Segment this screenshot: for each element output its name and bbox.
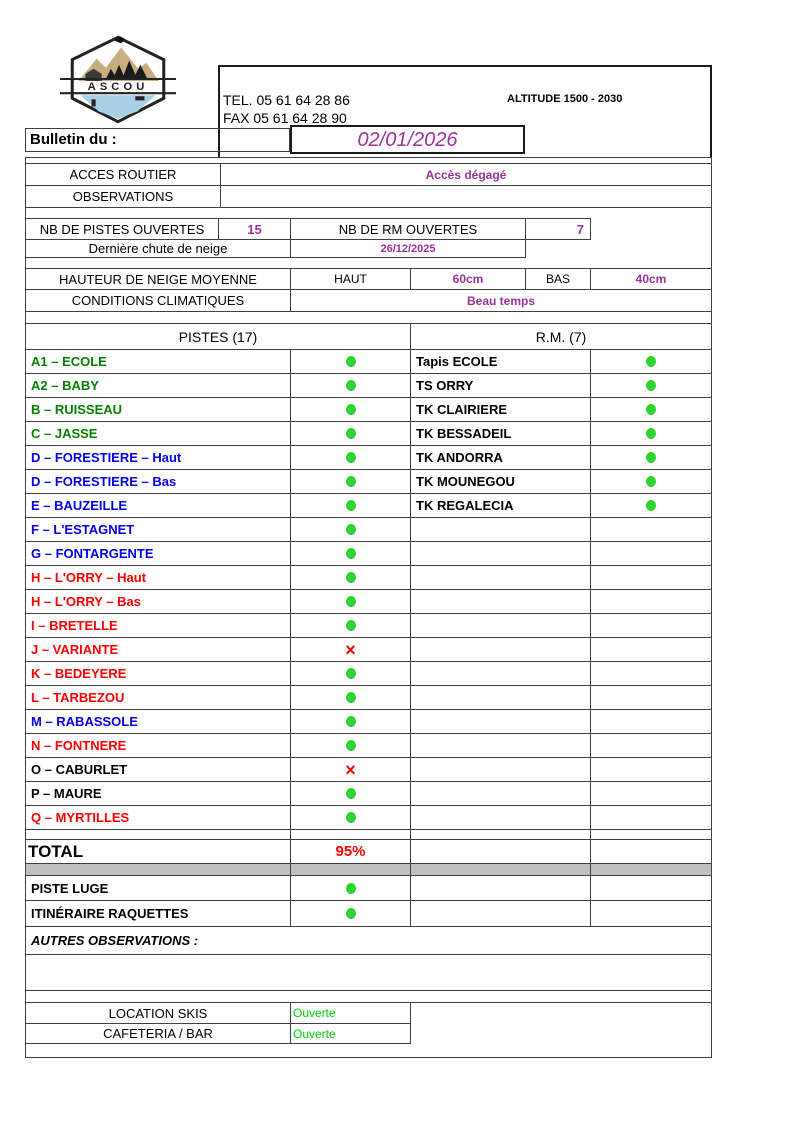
sledding-row (26, 876, 711, 901)
rm-status (591, 710, 711, 733)
open-status-icon (346, 356, 356, 367)
open-status-icon (346, 716, 356, 727)
last-snowfall-row (26, 240, 711, 258)
rm-status (591, 494, 711, 517)
observations-row (26, 186, 711, 208)
table-row (26, 782, 711, 806)
main-table (25, 157, 712, 1058)
piste-status (291, 638, 411, 661)
piste-name: E – BAUZEILLE (26, 494, 291, 517)
gray-divider-row (26, 864, 711, 876)
open-status-icon (346, 788, 356, 799)
rm-status (591, 398, 711, 421)
observations-value (221, 186, 711, 207)
table-row (26, 710, 711, 734)
rm-status (591, 422, 711, 445)
table-row (26, 614, 711, 638)
total-label: TOTAL (26, 840, 291, 863)
haut-value: 60cm (411, 269, 526, 289)
piste-status (291, 566, 411, 589)
piste-status (291, 518, 411, 541)
snowshoe-status (291, 901, 411, 926)
piste-status (291, 782, 411, 805)
tel-line: TEL. 05 61 64 28 86 (223, 92, 350, 108)
snow-height-label: HAUTEUR DE NEIGE MOYENNE (26, 269, 291, 289)
rm-name (411, 614, 591, 637)
table-row (26, 590, 711, 614)
rm-name: TS ORRY (411, 374, 591, 397)
piste-name: H – L'ORRY – Bas (26, 590, 291, 613)
sledding-status (291, 876, 411, 900)
last-snowfall-label: Dernière chute de neige (26, 240, 291, 258)
cafeteria-value: Ouverte (291, 1024, 411, 1044)
open-status-icon (646, 380, 656, 391)
piste-status (291, 662, 411, 685)
rm-status (591, 470, 711, 493)
piste-name: Q – MYRTILLES (26, 806, 291, 829)
open-status-icon (346, 500, 356, 511)
rm-status (591, 542, 711, 565)
piste-status (291, 614, 411, 637)
rm-name (411, 806, 591, 829)
piste-name: F – L'ESTAGNET (26, 518, 291, 541)
rm-status (591, 662, 711, 685)
open-status-icon (346, 572, 356, 583)
total-value: 95% (291, 840, 411, 863)
piste-name: B – RUISSEAU (26, 398, 291, 421)
table-row (26, 446, 711, 470)
rm-status (591, 758, 711, 781)
open-status-icon (346, 620, 356, 631)
open-status-icon (346, 524, 356, 535)
cafeteria-row (26, 1024, 711, 1044)
nb-pistes-label: NB DE PISTES OUVERTES (26, 218, 219, 240)
open-status-icon (346, 476, 356, 487)
open-status-icon (346, 452, 356, 463)
table-row (26, 542, 711, 566)
spacer-row (26, 991, 711, 1003)
spacer-row (26, 1044, 711, 1057)
snowshoe-label: ITINÉRAIRE RAQUETTES (26, 901, 291, 926)
spacer-row (26, 830, 711, 840)
piste-status (291, 350, 411, 373)
pistes-header: PISTES (17) (26, 324, 411, 349)
sledding-label: PISTE LUGE (26, 876, 291, 900)
table-row (26, 566, 711, 590)
piste-name: M – RABASSOLE (26, 710, 291, 733)
table-row (26, 422, 711, 446)
open-status-icon (346, 740, 356, 751)
open-status-icon (646, 500, 656, 511)
bulletin-label: Bulletin du : (25, 128, 290, 152)
nb-rm-label: NB DE RM OUVERTES (291, 218, 526, 240)
nb-pistes-value: 15 (219, 218, 291, 240)
rm-name (411, 566, 591, 589)
other-observations-empty (26, 955, 711, 991)
rm-name (411, 686, 591, 709)
total-row (26, 840, 711, 864)
logo-hiker-icon (92, 99, 96, 106)
bulletin-date-value: 02/01/2026 (290, 125, 525, 154)
rm-status (591, 446, 711, 469)
rm-status (591, 734, 711, 757)
rm-status (591, 686, 711, 709)
bas-value: 40cm (635, 272, 667, 286)
table-row (26, 662, 711, 686)
piste-name: I – BRETELLE (26, 614, 291, 637)
table-row (26, 374, 711, 398)
piste-name: J – VARIANTE (26, 638, 291, 661)
acces-routier-value: Accès dégagé (425, 167, 507, 182)
piste-status (291, 542, 411, 565)
rm-name: TK CLAIRIERE (411, 398, 591, 421)
rm-status (591, 518, 711, 541)
rm-status (591, 638, 711, 661)
piste-name: P – MAURE (26, 782, 291, 805)
rm-status (591, 350, 711, 373)
table-row (26, 350, 711, 374)
rm-name (411, 782, 591, 805)
snow-height-row (26, 268, 711, 290)
piste-name: A2 – BABY (26, 374, 291, 397)
acces-routier-label: ACCES ROUTIER (26, 164, 221, 185)
open-status-icon (346, 883, 356, 894)
rm-status (591, 806, 711, 829)
rm-status (591, 374, 711, 397)
rm-name (411, 758, 591, 781)
rm-status (591, 566, 711, 589)
weather-row (26, 290, 711, 312)
spacer-row (26, 258, 711, 268)
weather-label: CONDITIONS CLIMATIQUES (26, 290, 291, 311)
open-status-icon (646, 404, 656, 415)
piste-status (291, 398, 411, 421)
haut-label: HAUT (291, 269, 411, 289)
piste-name: O – CABURLET (26, 758, 291, 781)
weather-value: Beau temps (466, 293, 536, 308)
piste-name: L – TARBEZOU (26, 686, 291, 709)
rm-name: Tapis ECOLE (411, 350, 591, 373)
rm-status (591, 590, 711, 613)
rm-name (411, 590, 591, 613)
ski-rental-value: Ouverte (291, 1003, 411, 1024)
rm-header: R.M. (7) (535, 328, 587, 345)
piste-name: C – JASSE (26, 422, 291, 445)
table-row (26, 758, 711, 782)
fax-line: FAX 05 61 64 28 90 (223, 110, 347, 126)
piste-rows (26, 350, 711, 830)
table-header-row (26, 323, 711, 350)
table-row (26, 734, 711, 758)
ascou-logo (58, 34, 178, 128)
cafeteria-label: CAFETERIA / BAR (26, 1024, 291, 1044)
open-status-icon (346, 404, 356, 415)
table-row (26, 638, 711, 662)
spacer-row (26, 312, 711, 323)
piste-status (291, 470, 411, 493)
piste-status (291, 446, 411, 469)
open-status-icon (346, 596, 356, 607)
rm-name (411, 542, 591, 565)
nb-rm-value: 7 (526, 218, 591, 240)
piste-name: D – FORESTIERE – Haut (26, 446, 291, 469)
last-snowfall-value: 26/12/2025 (291, 240, 526, 258)
closed-status-icon: × (345, 759, 356, 780)
piste-status (291, 758, 411, 781)
rm-name: TK REGALECIA (411, 494, 591, 517)
open-status-icon (646, 356, 656, 367)
open-status-icon (346, 908, 356, 919)
piste-status (291, 422, 411, 445)
table-row (26, 518, 711, 542)
piste-status (291, 374, 411, 397)
ski-rental-row (26, 1003, 711, 1024)
other-observations-label: AUTRES OBSERVATIONS : (31, 933, 199, 948)
spacer-row (26, 208, 711, 218)
open-status-icon (646, 476, 656, 487)
piste-status (291, 494, 411, 517)
rm-name (411, 638, 591, 661)
ski-rental-label: LOCATION SKIS (26, 1003, 291, 1024)
piste-status (291, 710, 411, 733)
open-status-icon (346, 548, 356, 559)
counts-row (26, 218, 711, 240)
piste-status (291, 806, 411, 829)
snowshoe-row (26, 901, 711, 927)
piste-name: D – FORESTIERE – Bas (26, 470, 291, 493)
open-status-icon (346, 812, 356, 823)
altitude-label: ALTITUDE 1500 - 2030 (507, 93, 623, 105)
piste-status (291, 734, 411, 757)
rm-name: TK MOUNEGOU (411, 470, 591, 493)
open-status-icon (346, 380, 356, 391)
rm-name: TK BESSADEIL (411, 422, 591, 445)
piste-name: N – FONTNERE (26, 734, 291, 757)
piste-name: H – L'ORRY – Haut (26, 566, 291, 589)
rm-name: TK ANDORRA (411, 446, 591, 469)
piste-name: K – BEDEYERE (26, 662, 291, 685)
acces-routier-row (26, 164, 711, 186)
closed-status-icon: × (345, 639, 356, 660)
table-row (26, 806, 711, 830)
rm-name (411, 734, 591, 757)
piste-name: G – FONTARGENTE (26, 542, 291, 565)
table-row (26, 686, 711, 710)
open-status-icon (646, 428, 656, 439)
table-row (26, 470, 711, 494)
observations-label: OBSERVATIONS (26, 186, 221, 207)
bas-label: BAS (526, 269, 591, 289)
table-row (26, 398, 711, 422)
open-status-icon (346, 428, 356, 439)
piste-status (291, 686, 411, 709)
rm-name (411, 518, 591, 541)
piste-status (291, 590, 411, 613)
open-status-icon (346, 668, 356, 679)
rm-name (411, 662, 591, 685)
logo-text: ASCOU (87, 81, 149, 94)
rm-name (411, 710, 591, 733)
logo-animal-icon (135, 96, 144, 100)
rm-status (591, 614, 711, 637)
rm-status (591, 782, 711, 805)
piste-name: A1 – ECOLE (26, 350, 291, 373)
open-status-icon (346, 692, 356, 703)
table-row (26, 494, 711, 518)
other-observations-row (26, 927, 711, 955)
open-status-icon (646, 452, 656, 463)
